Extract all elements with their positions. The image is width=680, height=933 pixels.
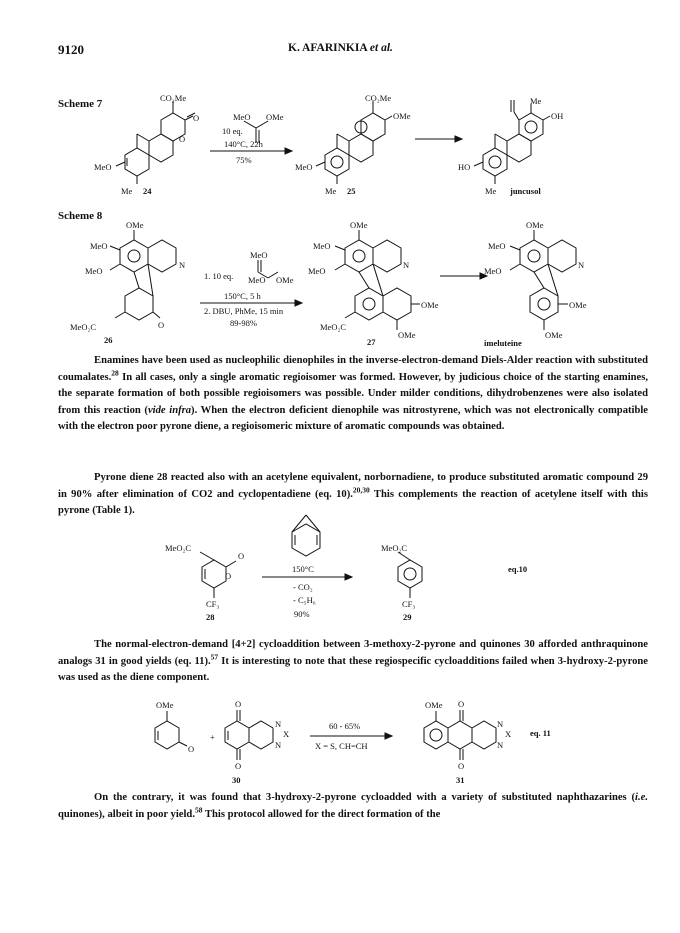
para1-text-a: Enamines have been used as nucleophilic dienophiles in the inverse-electron-demand Diels-Alder reaction with substituted coumalates. (58, 355, 648, 383)
cmp26-number: 26 (104, 335, 113, 345)
eq11-o-top: O (235, 699, 242, 709)
eq10-cf3-left: CF₃ (206, 599, 220, 609)
para4-ie: i.e. (635, 792, 648, 803)
para3-text-b: It is interesting to note that these regiospecific cycloadditions failed when 3-hydroxy-2-pyrone was used as the diene component. (58, 655, 648, 684)
cmp26-ome-top: OMe (126, 220, 144, 230)
eq11-n3: N (497, 719, 504, 729)
cmp24-o: O (193, 113, 200, 123)
eq11-x: X (283, 729, 290, 739)
cmp24-me: Me (121, 186, 133, 196)
imeluteine-meo2: MeO (484, 266, 502, 276)
imeluteine-name: imeluteine (484, 338, 522, 348)
eq11-number-left: 30 (232, 775, 241, 785)
paragraph-hydroxy-pyrone (58, 790, 648, 823)
cmp27-ester: MeO₂C (320, 322, 347, 332)
juncusol-me-top: Me (530, 96, 542, 106)
eq11-n1: N (275, 719, 282, 729)
juncusol-oh: OH (551, 111, 564, 121)
para4-text-b: quinones), albeit in poor yield. (58, 808, 195, 820)
cmp26-ester: MeO₂C (70, 322, 97, 332)
eq10-yield: 90% (294, 609, 310, 619)
eq10-number-right: 29 (403, 612, 412, 622)
s8-step2: 2. DBU, PhMe, 15 min (204, 306, 284, 316)
cmp26-meo2: MeO (85, 266, 103, 276)
cmp25-meo: MeO (295, 162, 313, 172)
scheme8-label: Scheme 8 (58, 210, 103, 222)
s7-yield: 75% (236, 155, 252, 165)
para3-ref: 57 (210, 652, 219, 662)
cmp25-me: Me (325, 186, 337, 196)
cmp24-co2me: CO₂Me (160, 93, 187, 103)
eq11-o1: O (188, 744, 195, 754)
para4-text-c: This protocol allowed for the direct formation of the (202, 808, 441, 820)
eq11-o-bottom: O (235, 761, 242, 771)
juncusol-me: Me (485, 186, 497, 196)
eq11-yield: 60 - 65% (329, 721, 361, 731)
s7-conditions: 140°C, 22h (224, 139, 263, 149)
page-number: 9120 (58, 42, 84, 57)
para3-text-a: The normal-electron-demand [4+2] cycloaddition between 3-methoxy-2-pyrone and quinones 30 afforded anthraquinone analogs 31 in good yields (eq. 11). (58, 639, 648, 667)
imeluteine-ome-right: OMe (569, 300, 587, 310)
cmp24-meo: MeO (94, 162, 112, 172)
eq11-o-right-top: O (458, 699, 465, 709)
eq11-plus: + (210, 732, 215, 742)
s8-reagent-meo-top: MeO (250, 250, 268, 260)
cmp25-co2me: CO₂Me (365, 93, 392, 103)
imeluteine-n: N (578, 260, 585, 270)
cmp27-number: 27 (367, 337, 376, 347)
cmp24-number: 24 (143, 186, 152, 196)
cmp27-ome-right: OMe (421, 300, 439, 310)
para1-ref: 28 (111, 368, 119, 378)
eq11-cond: X = S, CH=CH (315, 741, 368, 751)
cmp24-ring-o: O (179, 134, 186, 144)
s7-reagent-ome: OMe (266, 112, 284, 122)
s8-yield: 89-98% (230, 318, 257, 328)
para1-text-b: In all cases, only a single aromatic regioisomer was formed. However, by judicious choice of the starting enamines, the separate formation of both possible regioisomers was possible. Under milder conditions, dihydrobenzenes were also isolated from this reaction ( (58, 371, 648, 416)
imeluteine-ome-top: OMe (526, 220, 544, 230)
eq11-ome-left: OMe (156, 700, 174, 710)
eq10-cond-c5h6: - C₅H₆ (293, 595, 316, 605)
para1-vide: vide infra (147, 404, 192, 416)
s8-reagent-meo: MeO (248, 275, 266, 285)
cmp26-o: O (158, 320, 165, 330)
imeluteine-meo1: MeO (488, 241, 506, 251)
juncusol-ho: HO (458, 162, 471, 172)
cmp27-ome-top: OMe (350, 220, 368, 230)
eq10-label: eq.10 (508, 564, 528, 574)
cmp25-number: 25 (347, 186, 356, 196)
para4-text-a: On the contrary, it was found that 3-hydroxy-2-pyrone cycloadded with a variety of substituted naphthazarines ( (94, 792, 636, 803)
eq10-ester-right: MeO₂C (381, 543, 408, 553)
scheme7-label: Scheme 7 (58, 98, 103, 110)
imeluteine-ome-bottom: OMe (545, 330, 563, 340)
eq11-label: eq. 11 (530, 728, 551, 738)
running-header-etal: et al. (369, 42, 393, 54)
juncusol-name: juncusol (510, 186, 541, 196)
cmp27-meo1: MeO (313, 241, 331, 251)
cmp26-meo1: MeO (90, 241, 108, 251)
eq10-number-left: 28 (206, 612, 215, 622)
eq10-ester-left: MeO₂C (165, 543, 192, 553)
s8-conditions: 150°C, 5 h (224, 291, 261, 301)
eq10-cond-temp: 150°C (292, 564, 314, 574)
eq11-ome-right: OMe (425, 700, 443, 710)
eq10-cf3-right: CF₃ (402, 599, 416, 609)
eq11-o-right-bottom: O (458, 761, 465, 771)
para2-text-a: Pyrone diene 28 reacted also with an acetylene equivalent, norbornadiene, to produce substituted aromatic compound 29 in 90% after elimination of CO2 and cyclopentadiene (eq. 10). (58, 472, 648, 500)
eq11-n2: N (275, 740, 282, 750)
eq10-o-carbonyl: O (238, 551, 245, 561)
para4-ref: 58 (194, 805, 203, 815)
s8-reagent-ome: OMe (276, 275, 294, 285)
para1-text-c: ). When the electron deficient dienophile was nitrostyrene, which was not electronically compatible with the electron poor pyrone diene, a regioisomeric mixture of aromatic compounds was obtained. (58, 404, 649, 433)
running-header-authors: K. AFARINKIA (288, 42, 368, 54)
eq11-number-right: 31 (456, 775, 465, 785)
cmp27-meo2: MeO (308, 266, 326, 276)
eq11-x2: X (505, 729, 512, 739)
cmp27-ome-bottom: OMe (398, 330, 416, 340)
cmp27-n: N (403, 260, 410, 270)
eq10-o-ring: O (225, 571, 232, 581)
para2-text-b: This complements the reaction of acetylene itself with this pyrone (Table 1). (58, 488, 648, 517)
s7-reagent-meo: MeO (233, 112, 251, 122)
cmp25-ome: OMe (393, 111, 411, 121)
s8-step1: 1. 10 eq. (204, 271, 234, 281)
eq11-n4: N (497, 740, 504, 750)
para2-ref: 20,30 (352, 485, 370, 495)
cmp26-n: N (179, 260, 186, 270)
eq10-cond-co2: - CO₂ (293, 582, 313, 592)
s7-reagent-eq: 10 eq. (222, 126, 243, 136)
